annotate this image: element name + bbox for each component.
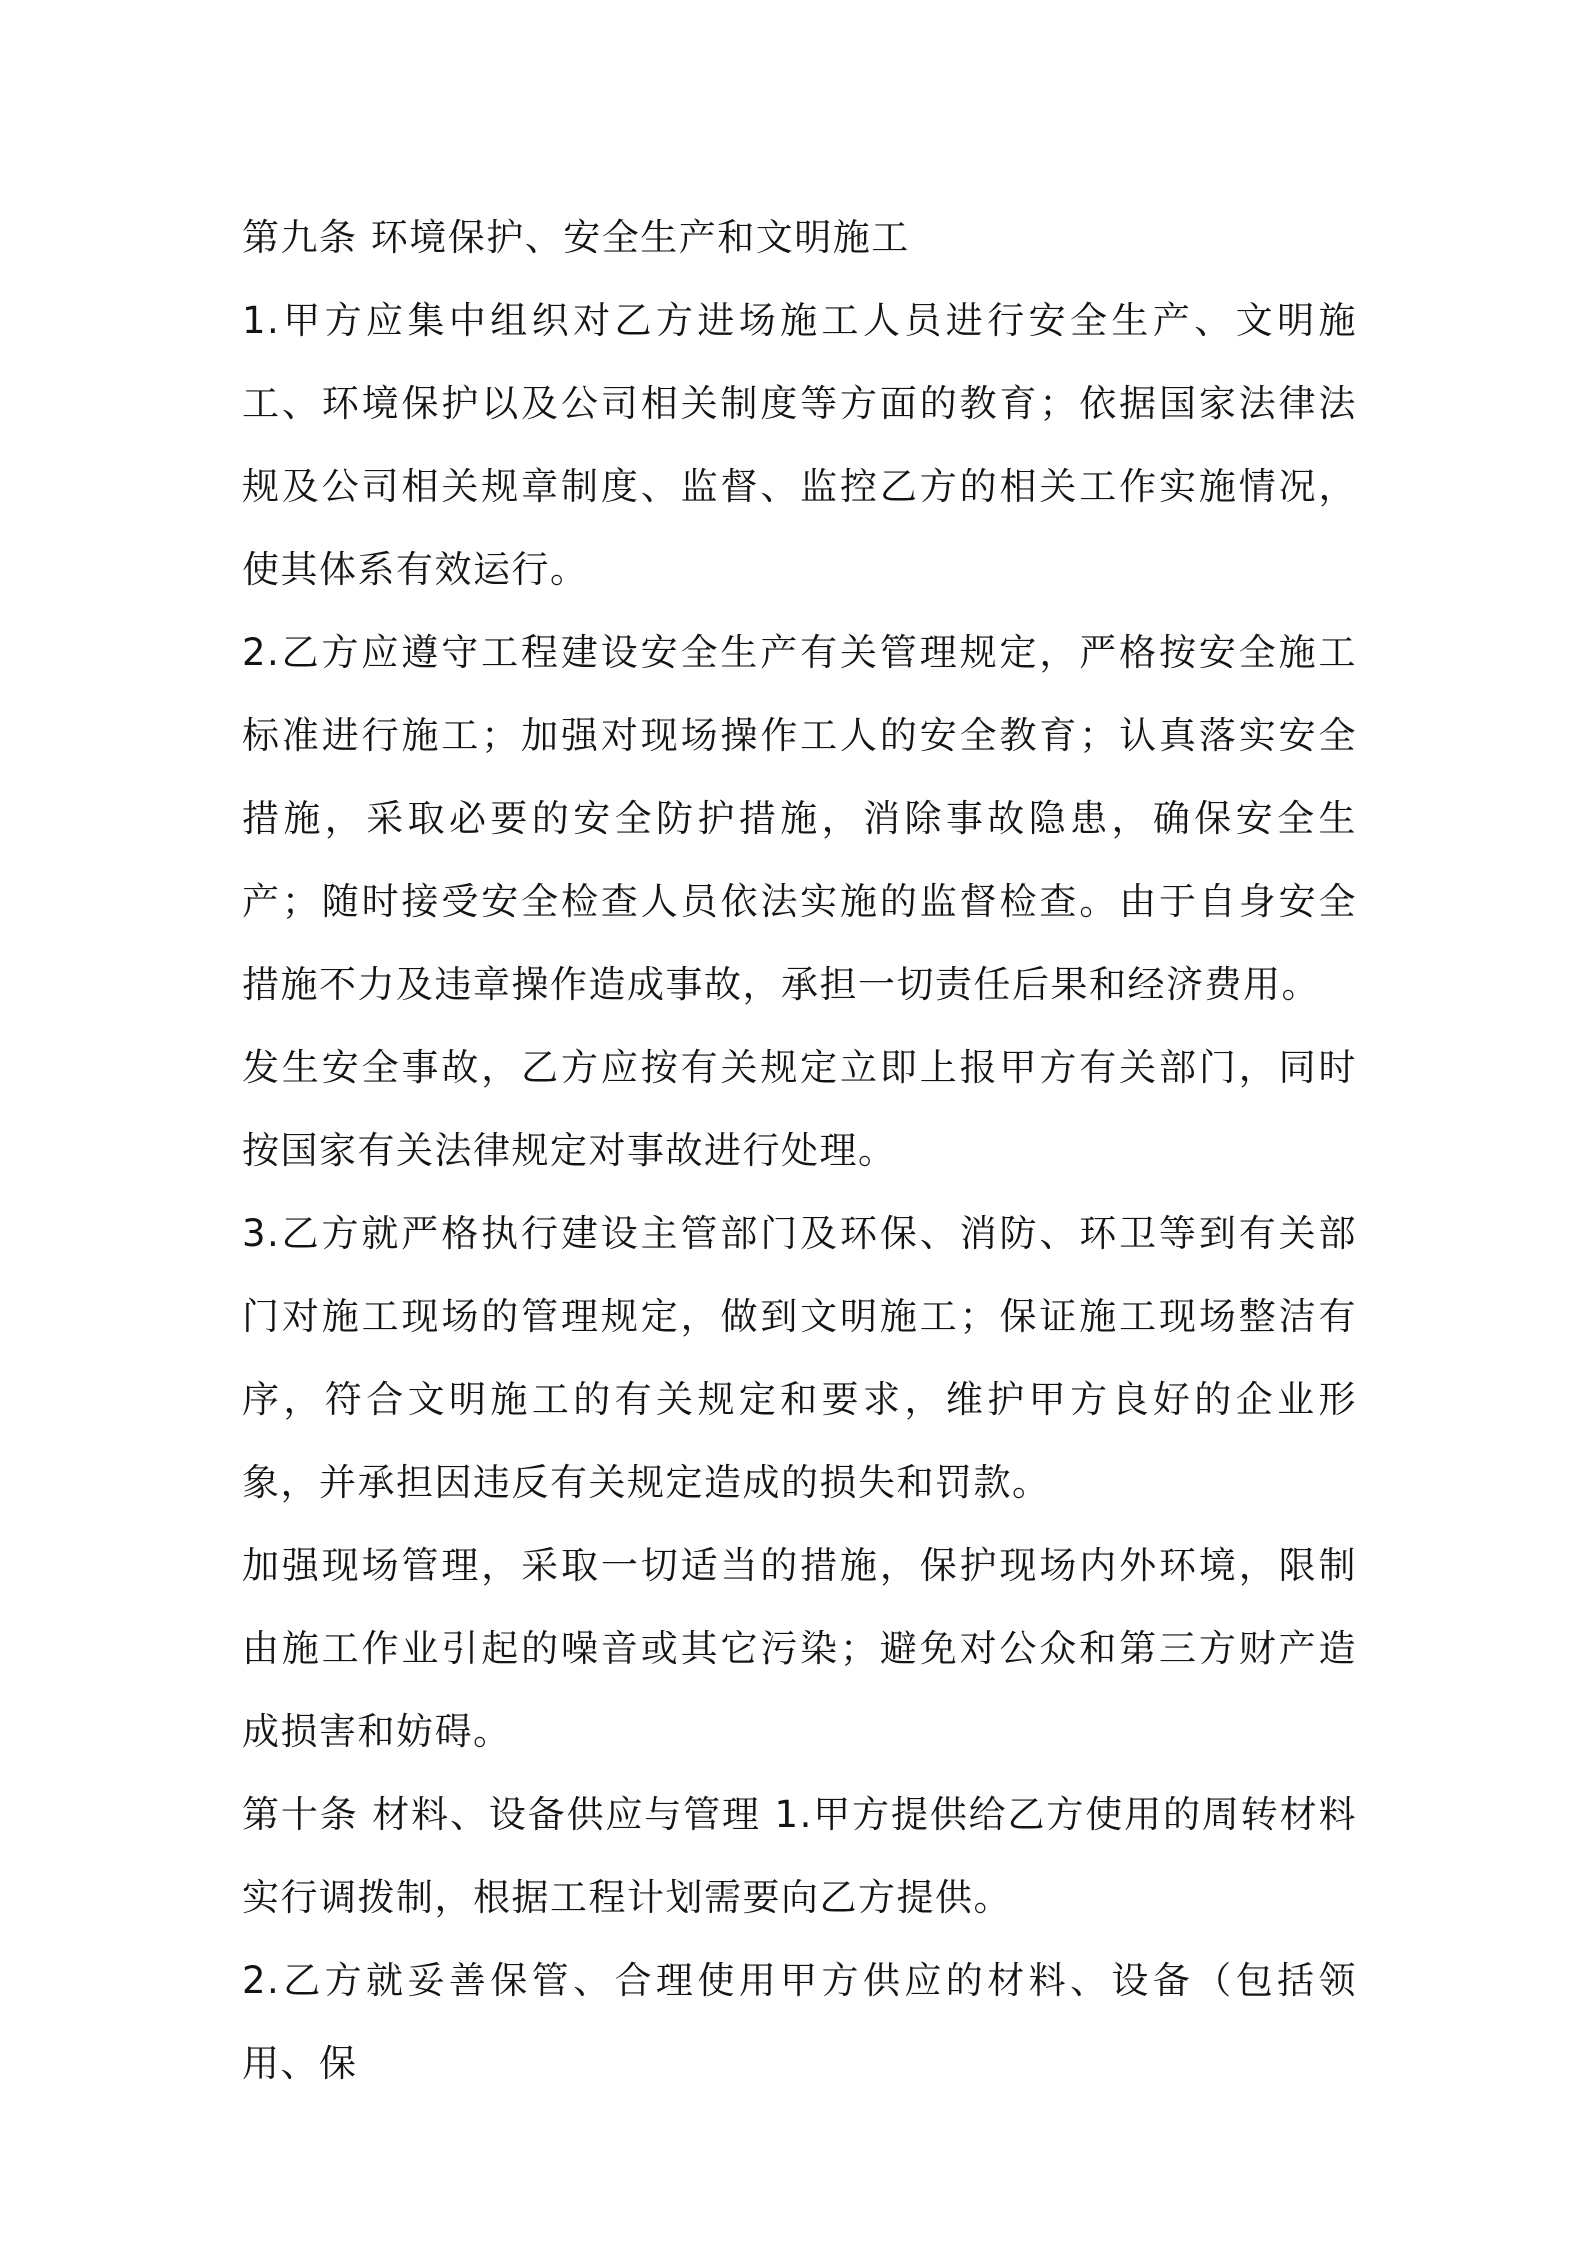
section-9-item-2: 2.乙方应遵守工程建设安全生产有关管理规定，严格按安全施工标准进行施工；加强对现场操作工人的安全教育；认真落实安全措施，采取必要的安全防护措施，消除事故隐患，确保安全生产；随时接受安全检查人员依法实施的监督检查。由于自身安全措施不力及违章操作造成事故，承担一切责任后果和经济费用。 <box>242 631 1357 1006</box>
section-9-item-2-continued: 发生安全事故，乙方应按有关规定立即上报甲方有关部门，同时按国家有关法律规定对事故进行处理。 <box>242 1046 1357 1172</box>
section-9-item-3: 3.乙方就严格执行建设主管部门及环保、消防、环卫等到有关部门对施工现场的管理规定，做到文明施工；保证施工现场整洁有序，符合文明施工的有关规定和要求，维护甲方良好的企业形象，并承担因违反有关规定造成的损失和罚款。 <box>242 1212 1357 1504</box>
section-9-item-1: 1.甲方应集中组织对乙方进场施工人员进行安全生产、文明施工、环境保护以及公司相关制度等方面的教育；依据国家法律法规及公司相关规章制度、监督、监控乙方的相关工作实施情况，使其体系有效运行。 <box>242 299 1357 591</box>
section-9-heading: 第九条 环境保护、安全生产和文明施工 <box>242 216 910 259</box>
section-9-item-3-continued: 加强现场管理，采取一切适当的措施，保护现场内外环境，限制由施工作业引起的噪音或其它污染；避免对公众和第三方财产造成损害和妨碍。 <box>242 1544 1357 1753</box>
section-10-item-2: 2.乙方就妥善保管、合理使用甲方供应的材料、设备（包括领用、保 <box>242 1959 1357 2085</box>
section-10-heading-item-1: 第十条 材料、设备供应与管理 1.甲方提供给乙方使用的周转材料实行调拨制，根据工程计划需要向乙方提供。 <box>242 1793 1357 1919</box>
document-body <box>242 196 1357 2105</box>
